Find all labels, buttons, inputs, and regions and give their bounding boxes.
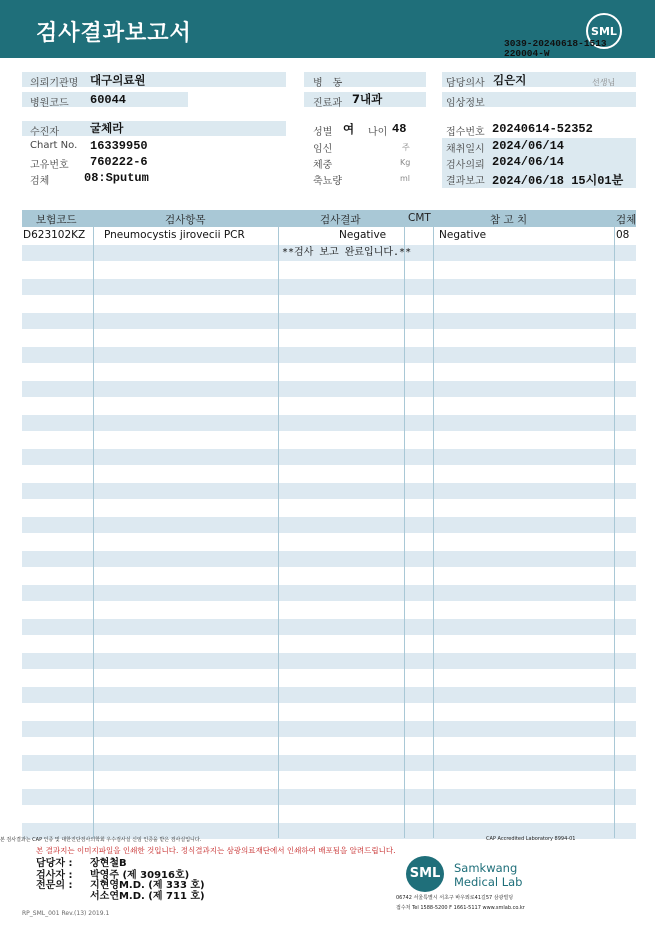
- table-stripe-row: [22, 721, 636, 737]
- report-label: 결과보고: [446, 176, 485, 187]
- table-stripe-row: [22, 653, 636, 669]
- column-divider: [433, 210, 434, 838]
- expert-1: 지현영M.D. (제 333 호): [90, 880, 205, 891]
- request-label: 검사의뢰: [446, 160, 485, 171]
- table-stripe-row: [22, 347, 636, 363]
- urine-label: 축뇨량: [313, 176, 342, 187]
- ward-label: 병 동: [313, 78, 343, 89]
- dept-value: 7내과: [352, 92, 383, 106]
- manager-value: 장현철B: [90, 858, 127, 869]
- table-stripe-row: [22, 619, 636, 635]
- table-stripe-row: [22, 415, 636, 431]
- table-stripe-row: [22, 789, 636, 805]
- patient-value: 굴체라: [90, 121, 124, 135]
- expert-label: 전문의 :: [36, 880, 73, 891]
- age-label: 나이: [368, 127, 388, 138]
- document-id-suffix: 220004-W: [504, 48, 550, 59]
- th-result: 검사결과: [320, 214, 361, 226]
- id-value: 760222-6: [90, 155, 148, 169]
- row-test-item: Pneumocystis jirovecii PCR: [104, 229, 245, 241]
- lab-contact: 접수처 Tel 1588-5200 F 1661-5117 www.smlab.co.kr: [396, 905, 525, 911]
- doctor-value: 김은지: [493, 73, 527, 87]
- chart-label: Chart No.: [30, 140, 78, 151]
- th-specimen: 검체: [616, 214, 637, 226]
- tester-label: 검사자 :: [36, 870, 73, 881]
- accreditation-text: 본 검사결과는 CAP 인증 및 대한진단검사의학회 우수검사실 신임 인증을 받은 검사실입니다.: [0, 837, 202, 843]
- hospcode-label: 병원코드: [30, 98, 69, 109]
- manager-label: 담당자 :: [36, 858, 73, 869]
- collect-value: 2024/06/14: [492, 139, 565, 153]
- receipt-label: 접수번호: [446, 127, 485, 138]
- patient-label: 수진자: [30, 127, 59, 138]
- lab-address: 06742 서울특별시 서초구 바우뫼로41길57 삼광빌딩: [396, 895, 514, 901]
- patient-row: [22, 121, 286, 136]
- chart-value: 16339950: [90, 139, 148, 153]
- sml-logo-icon: SML: [586, 13, 622, 49]
- urine-unit: ml: [400, 174, 411, 183]
- table-stripe-row: [22, 585, 636, 601]
- hospcode-value: 60044: [90, 93, 127, 107]
- row-insurance-code: D623102KZ: [23, 229, 86, 241]
- report-value: 2024/06/18 15시01분: [492, 174, 624, 188]
- th-cmt: CMT: [408, 212, 431, 224]
- table-stripe-row: [22, 687, 636, 703]
- doctor-label: 담당의사: [446, 78, 485, 89]
- column-divider: [404, 210, 405, 838]
- cap-text: CAP Accredited Laboratory 8994-01: [486, 836, 576, 842]
- lab-name-line2: Medical Lab: [454, 875, 523, 889]
- th-insurance-code: 보험코드: [36, 214, 77, 226]
- expert-2: 서소연M.D. (제 711 호): [90, 891, 205, 902]
- column-divider: [93, 210, 94, 838]
- sml-lab-logo-icon: SML: [406, 856, 444, 892]
- clinical-label: 임상정보: [446, 98, 485, 109]
- table-stripe-row: [22, 517, 636, 533]
- weight-unit: Kg: [400, 158, 411, 167]
- column-divider: [614, 210, 615, 838]
- receipt-value: 20240614-52352: [492, 122, 593, 136]
- weight-label: 체중: [313, 160, 333, 171]
- pregnancy-unit: 주: [402, 143, 410, 152]
- th-reference: 참 고 치: [490, 214, 528, 226]
- dept-label: 진료과: [313, 98, 342, 109]
- completion-note: **검사 보고 완료입니다.**: [282, 247, 412, 258]
- tester-value: 박영주 (제 30916호): [90, 870, 190, 881]
- form-id: RP_SML_001 Rev.(13) 2019.1: [22, 910, 110, 917]
- table-stripe-row: [22, 551, 636, 567]
- collect-label: 채취일시: [446, 144, 485, 155]
- th-test-item: 검사항목: [165, 214, 206, 226]
- row-specimen: 08: [616, 229, 630, 241]
- table-stripe-row: [22, 313, 636, 329]
- report-title: 검사결과보고서: [36, 21, 192, 46]
- specimen-value: 08:Sputum: [84, 171, 149, 185]
- pregnancy-label: 임신: [313, 144, 333, 155]
- id-label: 고유번호: [30, 160, 69, 171]
- hospital-label: 의뢰기관명: [30, 78, 79, 89]
- sex-label: 성별: [313, 127, 333, 138]
- document-id: 3039-20240618-1513: [504, 38, 607, 49]
- sex-value: 여: [343, 122, 355, 136]
- table-stripe-row: [22, 381, 636, 397]
- age-value: 48: [392, 122, 407, 136]
- table-stripe-row: [22, 755, 636, 771]
- doctor-suffix: 선생님: [592, 78, 616, 87]
- table-stripe-row: [22, 483, 636, 499]
- request-value: 2024/06/14: [492, 155, 565, 169]
- lab-name-line1: Samkwang: [454, 861, 518, 875]
- specimen-label: 검체: [30, 176, 50, 187]
- row-result: Negative: [339, 229, 387, 241]
- row-reference: Negative: [439, 229, 487, 241]
- table-stripe-row: [22, 279, 636, 295]
- table-stripe-row: [22, 449, 636, 465]
- print-notice: 본 결과지는 이미지파일을 인쇄한 것입니다. 정식결과지는 삼광의료재단에서 인쇄하여 배포됨을 알려드립니다.: [36, 846, 396, 855]
- column-divider: [278, 210, 279, 838]
- hospital-value: 대구의료원: [90, 73, 146, 87]
